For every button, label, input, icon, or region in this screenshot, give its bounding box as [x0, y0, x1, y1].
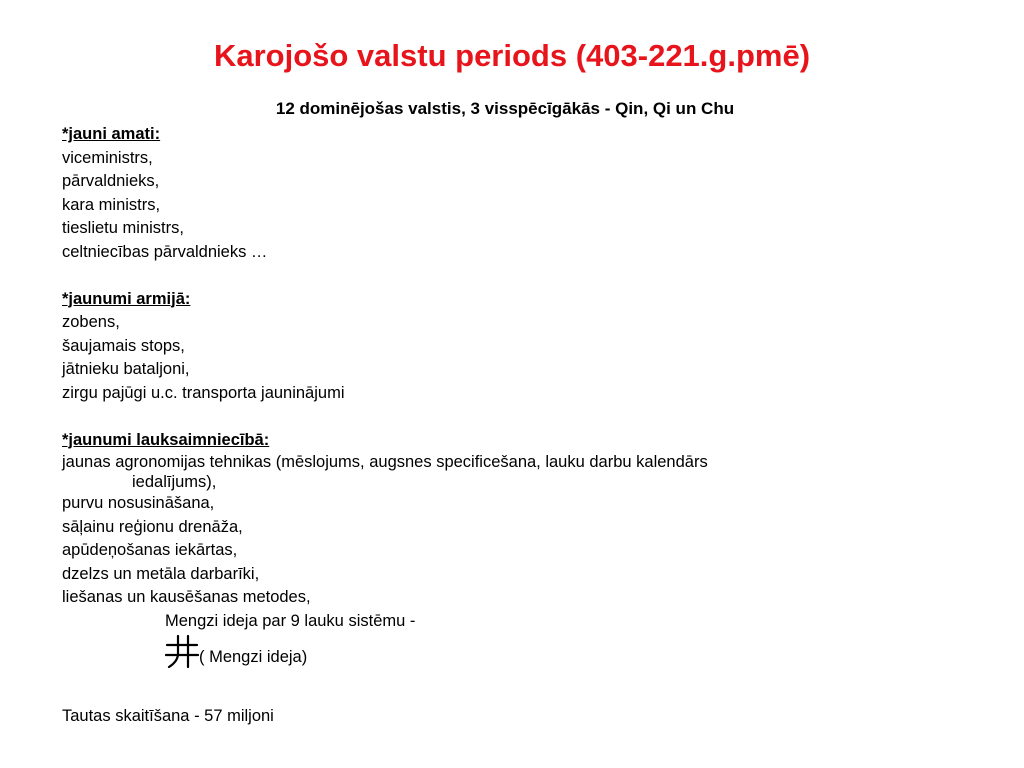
- section-spacer: [62, 264, 962, 288]
- well-field-glyph: [165, 634, 199, 668]
- positions-heading: *jauni amati:: [62, 125, 161, 143]
- positions-item: tieslietu ministrs,: [62, 219, 184, 237]
- army-item: jātnieku bataljoni,: [62, 360, 190, 378]
- agriculture-item: dzelzs un metāla darbarīki,: [62, 564, 260, 583]
- mengzi-glyph-line: [62, 633, 962, 681]
- agriculture-item-first: jaunas agronomijas tehnikas (mēslojums, augsnes specificešana, lauku darbu kalendārs: [62, 453, 708, 471]
- mengzi-line: Mengzi ideja par 9 lauku sistēmu -: [165, 611, 416, 630]
- section-spacer: [62, 681, 962, 705]
- mengzi-caption: ( Mengzi ideja): [199, 648, 308, 666]
- slide-title: Karojošo valstu periods (403-221.g.pmē): [213, 38, 811, 73]
- army-item: šaujamais stops,: [62, 336, 185, 355]
- agriculture-item-continuation: iedalījums),: [132, 473, 217, 491]
- positions-item: viceministrs,: [62, 148, 153, 167]
- army-item: zirgu pajūgi u.c. transporta jauninājumi: [62, 383, 345, 402]
- slide-subtitle: 12 dominējošas valstis, 3 visspēcīgākās - Qin, Qi un Chu: [275, 99, 735, 118]
- positions-item: pārvaldnieks,: [62, 172, 160, 190]
- agriculture-heading: *jaunumi lauksaimniecībā:: [62, 430, 270, 449]
- census-line: Tautas skaitīšana - 57 miljoni: [62, 706, 274, 725]
- section-spacer: [62, 405, 962, 429]
- army-heading: *jaunumi armijā:: [62, 289, 191, 308]
- agriculture-item: liešanas un kausēšanas metodes,: [62, 588, 311, 606]
- army-item: zobens,: [62, 313, 120, 331]
- agriculture-item: sāļainu reģionu drenāža,: [62, 517, 243, 536]
- positions-item: kara ministrs,: [62, 195, 161, 214]
- agriculture-item: apūdeņošanas iekārtas,: [62, 541, 238, 559]
- agriculture-item: purvu nosusināšana,: [62, 494, 215, 512]
- agriculture-item-wrapped: [62, 452, 962, 492]
- positions-item: celtniecības pārvaldnieks …: [62, 242, 268, 261]
- slide-body: [62, 123, 962, 728]
